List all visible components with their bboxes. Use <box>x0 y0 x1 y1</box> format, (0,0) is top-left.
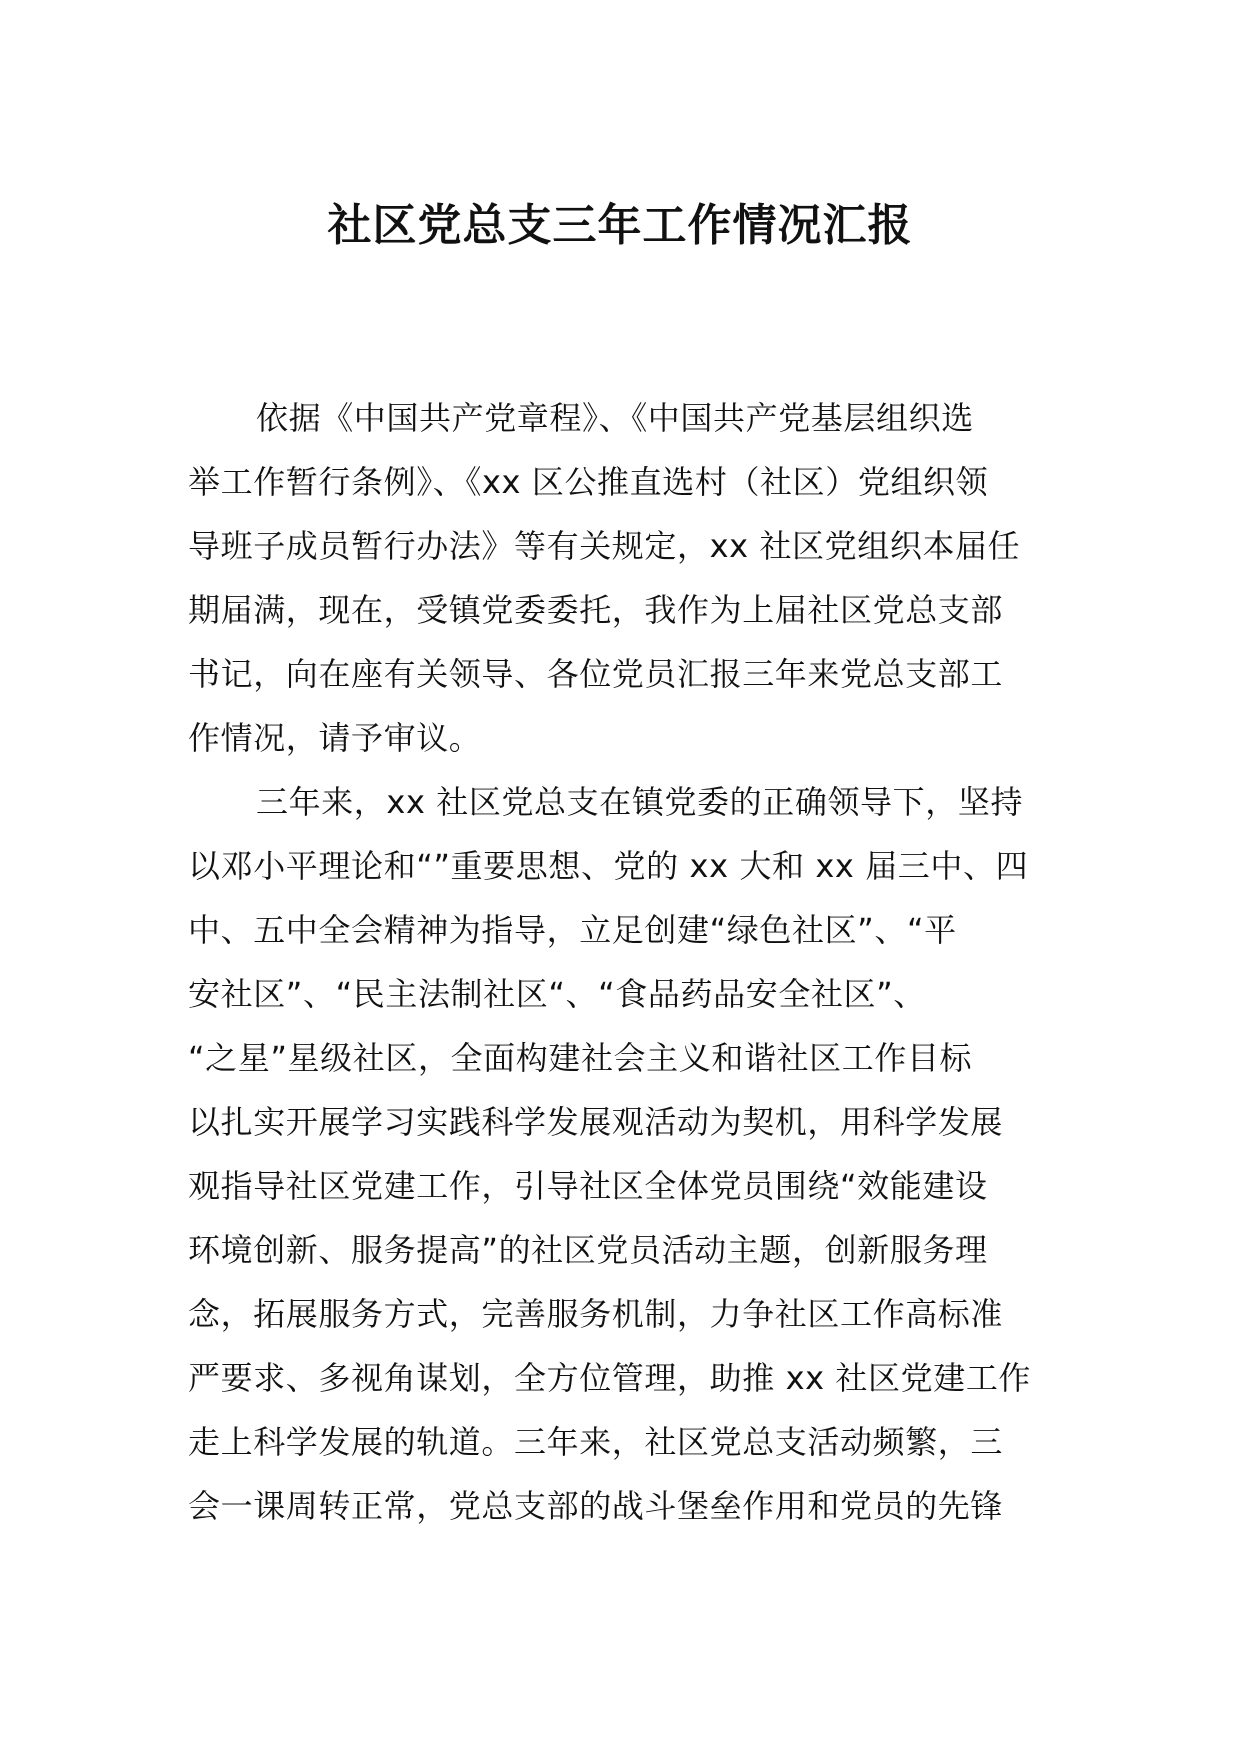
text-line: 安社区”、“民主法制社区“、“食品药品安全社区”、 <box>188 975 926 1013</box>
text-line: 作情况，请予审议。 <box>188 719 482 757</box>
text-line: 以邓小平理论和“”重要思想、党的 xx 大和 xx 届三中、四 <box>188 847 1029 885</box>
text-line: 严要求、多视角谋划，全方位管理，助推 xx 社区党建工作 <box>188 1359 1032 1397</box>
text-line: 会一课周转正常，党总支部的战斗堡垒作用和党员的先锋 <box>188 1487 1004 1525</box>
paragraph-1 <box>188 386 1056 770</box>
text-line: 依据《中国共产党章程》、《中国共产党基层组织选 <box>256 399 974 437</box>
text-line: 观指导社区党建工作，引导社区全体党员围绕“效能建设 <box>188 1167 988 1205</box>
text-line: 中、五中全会精神为指导，立足创建“绿色社区”、“平 <box>188 911 957 949</box>
text-line: 以扎实开展学习实践科学发展观活动为契机，用科学发展 <box>188 1103 1004 1141</box>
document-body <box>188 386 1056 1538</box>
text-line: 书记，向在座有关领导、各位党员汇报三年来党总支部工 <box>188 655 1004 693</box>
text-line: 环境创新、服务提高”的社区党员活动主题，创新服务理 <box>188 1231 988 1269</box>
text-line: 三年来，xx 社区党总支在镇党委的正确领导下，坚持 <box>256 783 1024 821</box>
text-line: 念，拓展服务方式，完善服务机制，力争社区工作高标准 <box>188 1295 1004 1333</box>
text-line: “之星”星级社区，全面构建社会主义和谐社区工作目标 <box>188 1039 973 1077</box>
text-line: 导班子成员暂行办法》等有关规定，xx 社区党组织本届任 <box>188 527 1021 565</box>
text-line: 期届满，现在，受镇党委委托，我作为上届社区党总支部 <box>188 591 1004 629</box>
text-line: 走上科学发展的轨道。三年来，社区党总支活动频繁，三 <box>188 1423 1004 1461</box>
text-line: 举工作暂行条例》、《xx 区公推直选村（社区）党组织领 <box>188 463 989 501</box>
document-title: 社区党总支三年工作情况汇报 <box>327 200 913 251</box>
paragraph-2 <box>188 770 1056 1538</box>
